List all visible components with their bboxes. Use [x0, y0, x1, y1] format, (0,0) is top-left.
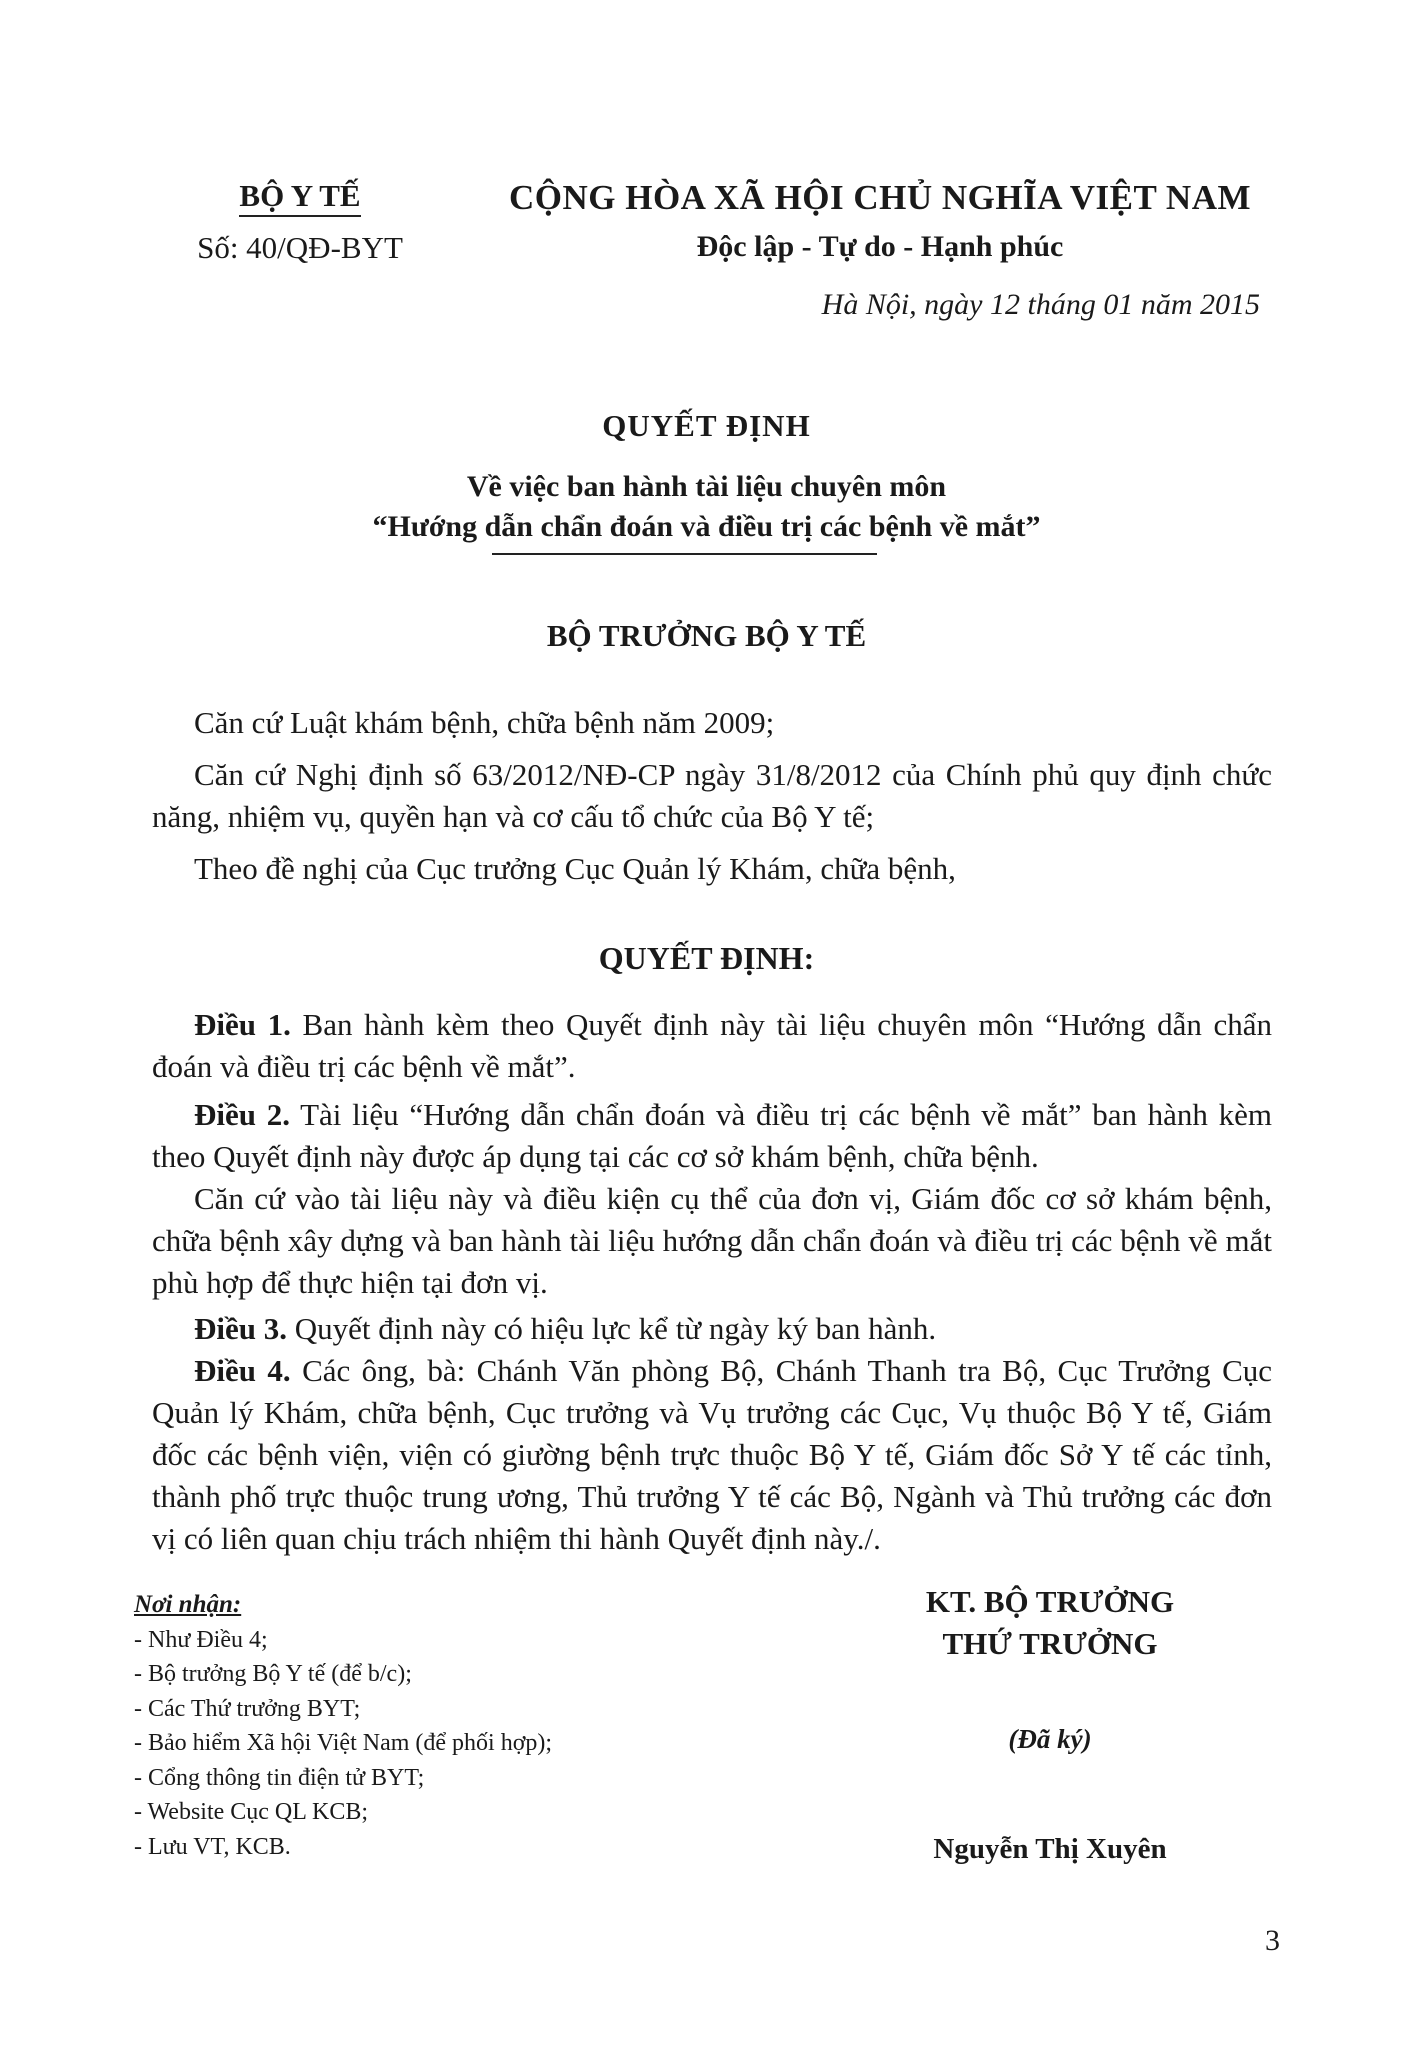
preamble-3: Theo đề nghị của Cục trưởng Cục Quản lý Khám, chữa bệnh,: [194, 851, 956, 886]
decision-heading: QUYẾT ĐỊNH:: [598, 940, 815, 976]
article-4-label: Điều 4.: [194, 1353, 291, 1388]
national-motto: Độc lập - Tự do - Hạnh phúc: [696, 230, 1064, 263]
article-3-label: Điều 3.: [194, 1311, 287, 1346]
article-2-text: Tài liệu “Hướng dẫn chẩn đoán và điều trị các bệnh về mắt” ban hành kèm theo Quyết định này được áp dụng tại các cơ sở khám bệnh, chữa bệnh.: [152, 1097, 1273, 1174]
issuer-block: [150, 178, 450, 266]
signer-title: THỨ TRƯỞNG: [942, 1626, 1158, 1661]
document-type: QUYẾT ĐỊNH: [602, 408, 811, 443]
national-heading: [480, 178, 1280, 264]
title-divider: [492, 553, 877, 555]
subject-line-2: “Hướng dẫn chẩn đoán và điều trị các bệnh về mắt”: [372, 510, 1041, 543]
issuing-authority: BỘ TRƯỞNG BỘ Y TẾ: [546, 618, 867, 653]
signed-mark: (Đã ký): [1008, 1724, 1092, 1754]
article-2-paragraph: Căn cứ vào tài liệu này và điều kiện cụ thể của đơn vị, Giám đốc cơ sở khám bệnh, chữa bệnh xây dựng và ban hành tài liệu hướng dẫn chẩn đoán và điều trị các bệnh về mắt phù hợp để thực hiện tại đơn vị.: [152, 1181, 1272, 1300]
recipients-block: [134, 1588, 694, 1864]
recipient-item: - Các Thứ trưởng BYT;: [134, 1695, 361, 1722]
recipient-item: - Website Cục QL KCB;: [134, 1799, 369, 1825]
signer-capacity: KT. BỘ TRƯỞNG: [925, 1584, 1175, 1619]
article-1: [152, 1004, 1272, 1088]
issue-date: Hà Nội, ngày 12 tháng 01 năm 2015: [821, 288, 1260, 321]
preamble-1: Căn cứ Luật khám bệnh, chữa bệnh năm 2009;: [194, 705, 775, 740]
nation-title: CỘNG HÒA XÃ HỘI CHỦ NGHĨA VIỆT NAM: [508, 178, 1252, 217]
article-4: [152, 1350, 1272, 1560]
document-number: Số: 40/QĐ-BYT: [197, 230, 403, 265]
article-3: [152, 1308, 1272, 1350]
recipient-item: - Như Điều 4;: [134, 1626, 268, 1653]
article-1-text: Ban hành kèm theo Quyết định này tài liệu chuyên môn “Hướng dẫn chẩn đoán và điều trị các bệnh về mắt”.: [152, 1007, 1273, 1084]
signer-name: Nguyễn Thị Xuyên: [933, 1833, 1167, 1865]
article-2: [152, 1094, 1272, 1178]
issuer-name: BỘ Y TẾ: [150, 178, 450, 214]
recipient-item: - Bảo hiểm Xã hội Việt Nam (để phối hợp);: [134, 1730, 553, 1756]
article-3-text: Quyết định này có hiệu lực kể từ ngày ký ban hành.: [287, 1311, 937, 1346]
recipients-heading: Nơi nhận:: [134, 1591, 242, 1618]
recipient-item: - Cổng thông tin điện tử BYT;: [134, 1764, 425, 1791]
recipient-item: - Lưu VT, KCB.: [134, 1833, 291, 1860]
signature-block: [830, 1584, 1270, 1866]
subject-line-1: Về việc ban hành tài liệu chuyên môn: [466, 470, 947, 503]
article-4-text: Các ông, bà: Chánh Văn phòng Bộ, Chánh Thanh tra Bộ, Cục Trưởng Cục Quản lý Khám, chữa bệnh, Cục trưởng và Vụ trưởng các Cục, Vụ thuộc Bộ Y tế, Giám đốc các bệnh viện, viện có giường bệnh trực thuộc Bộ Y tế, Giám đốc Sở Y tế các tỉnh, thành phố trực thuộc trung ương, Thủ trưởng Y tế các Bộ, Ngành và Thủ trưởng các đơn vị có liên quan chịu trách nhiệm thi hành Quyết định này./.: [152, 1353, 1273, 1556]
recipient-item: - Bộ trưởng Bộ Y tế (để b/c);: [134, 1661, 412, 1687]
preamble-2: Căn cứ Nghị định số 63/2012/NĐ-CP ngày 31/8/2012 của Chính phủ quy định chức năng, nhiệm vụ, quyền hạn và cơ cấu tổ chức của Bộ Y tế;: [152, 757, 1272, 834]
article-1-label: Điều 1.: [194, 1007, 291, 1042]
article-2-label: Điều 2.: [194, 1097, 290, 1132]
page-number: 3: [1265, 1924, 1280, 1957]
